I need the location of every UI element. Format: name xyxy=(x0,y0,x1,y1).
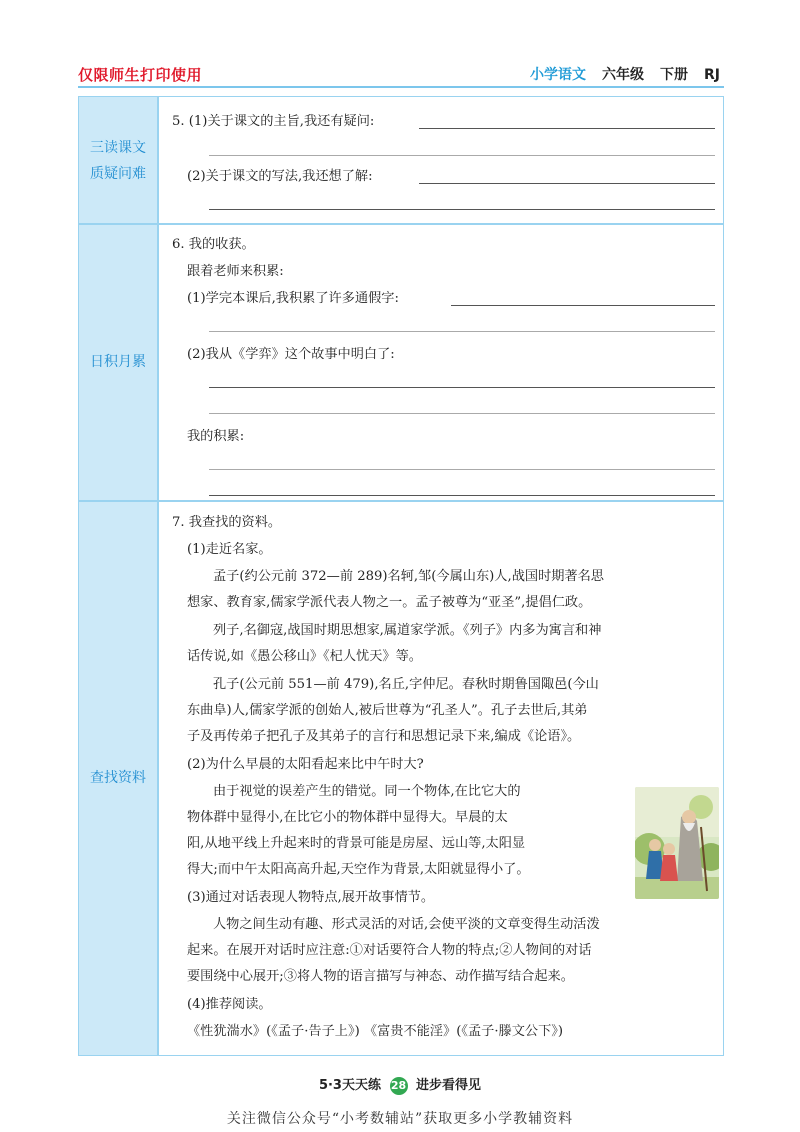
q6-title: 6. 我的收获。 xyxy=(172,237,255,252)
text-line: 得大;而中午太阳高高升起,天空作为背景,太阳就显得小了。 xyxy=(187,862,530,877)
section-label-line: 三读课文 xyxy=(90,140,146,156)
text-line: 《性犹湍水》(《孟子·告子上》) 《富贵不能淫》(《孟子·滕文公下》) xyxy=(187,1024,564,1039)
q7-part-1-heading: (1)走近名家。 xyxy=(187,542,272,557)
answer-line[interactable] xyxy=(209,387,715,388)
section-divider xyxy=(79,223,723,225)
grade-label: 六年级 xyxy=(602,67,644,83)
version-label: RJ xyxy=(704,67,720,83)
text-line: 起来。在展开对话时应注意:①对话要符合人物的特点;②人物间的对话 xyxy=(187,943,592,958)
print-notice: 仅限师生打印使用 xyxy=(78,66,203,84)
illustration-image xyxy=(635,787,719,899)
q7-part-2-heading: (2)为什么早晨的太阳看起来比中午时大? xyxy=(187,757,424,772)
answer-line[interactable] xyxy=(209,413,715,414)
column-divider xyxy=(157,97,159,1055)
text-line: 孔子(公元前 551—前 479),名丘,字仲尼。春秋时期鲁国陬邑(今山 xyxy=(213,677,599,692)
bottom-note: 关注微信公众号“小考数辅站”获取更多小学教辅资料 xyxy=(226,1111,574,1127)
q7-part-4-heading: (4)推荐阅读。 xyxy=(187,997,272,1012)
q6-intro: 跟着老师来积累: xyxy=(187,264,284,279)
q7-title: 7. 我查找的资料。 xyxy=(172,515,282,530)
page-footer xyxy=(0,1074,800,1095)
text-line: 话传说,如《愚公移山》《杞人忧天》等。 xyxy=(187,649,422,664)
section-label-research: 查找资料 xyxy=(90,770,146,786)
q5-item-1: 5. (1)关于课文的主旨,我还有疑问: xyxy=(172,114,375,129)
section-label-column xyxy=(79,97,157,1055)
term-label: 下册 xyxy=(660,67,688,83)
text-line: 人物之间生动有趣、形式灵活的对话,会使平淡的文章变得生动活泼 xyxy=(213,917,600,932)
text-line: 想家、教育家,儒家学派代表人物之一。孟子被尊为“亚圣”,提倡仁政。 xyxy=(187,595,592,610)
text-line: 子及再传弟子把孔子及其弟子的言行和思想记录下来,编成《论语》。 xyxy=(187,729,581,744)
answer-line[interactable] xyxy=(209,209,715,210)
text-line: 阳,从地平线上升起来时的背景可能是房屋、远山等,太阳显 xyxy=(187,836,526,851)
answer-line[interactable] xyxy=(419,128,715,129)
footer-slogan: 进步看得见 xyxy=(416,1078,482,1093)
q5-item-2: (2)关于课文的写法,我还想了解: xyxy=(187,169,373,184)
answer-line[interactable] xyxy=(209,469,715,470)
book-info xyxy=(530,64,720,84)
text-line: 孟子(约公元前 372—前 289)名轲,邹(今属山东)人,战国时期著名思 xyxy=(213,569,604,584)
section-label-questions xyxy=(79,135,157,187)
answer-line[interactable] xyxy=(209,155,715,156)
illustration-image xyxy=(635,787,719,899)
text-line: 物体群中显得小,在比它小的物体群中显得大。早晨的太 xyxy=(187,810,508,825)
subject-label: 小学语文 xyxy=(530,67,586,83)
q6-item-2: (2)我从《学弈》这个故事中明白了: xyxy=(187,347,395,362)
section-label-accumulate: 日积月累 xyxy=(90,354,146,370)
text-line: 列子,名御寇,战国时期思想家,属道家学派。《列子》内多为寓言和神 xyxy=(213,623,602,638)
q7-part-3-heading: (3)通过对话表现人物特点,展开故事情节。 xyxy=(187,890,435,905)
text-line: 要围绕中心展开;③将人物的语言描写与神态、动作描写结合起来。 xyxy=(187,969,574,984)
q6-item-3: 我的积累: xyxy=(187,429,245,444)
header-rule xyxy=(78,86,724,88)
answer-line[interactable] xyxy=(419,183,715,184)
section-label-line: 质疑问难 xyxy=(90,166,146,182)
answer-line[interactable] xyxy=(209,331,715,332)
answer-line[interactable] xyxy=(451,305,715,306)
answer-line[interactable] xyxy=(209,495,715,496)
text-line: 由于视觉的误差产生的错觉。同一个物体,在比它大的 xyxy=(213,784,521,799)
page-number: 28 xyxy=(390,1077,408,1095)
q6-item-1: (1)学完本课后,我积累了许多通假字: xyxy=(187,291,399,306)
section-divider xyxy=(79,500,723,502)
text-line: 东曲阜)人,儒家学派的创始人,被后世尊为“孔圣人”。孔子去世后,其弟 xyxy=(187,703,588,718)
footer-series: 5·3天天练 xyxy=(318,1078,381,1093)
worksheet-table xyxy=(78,96,724,1056)
